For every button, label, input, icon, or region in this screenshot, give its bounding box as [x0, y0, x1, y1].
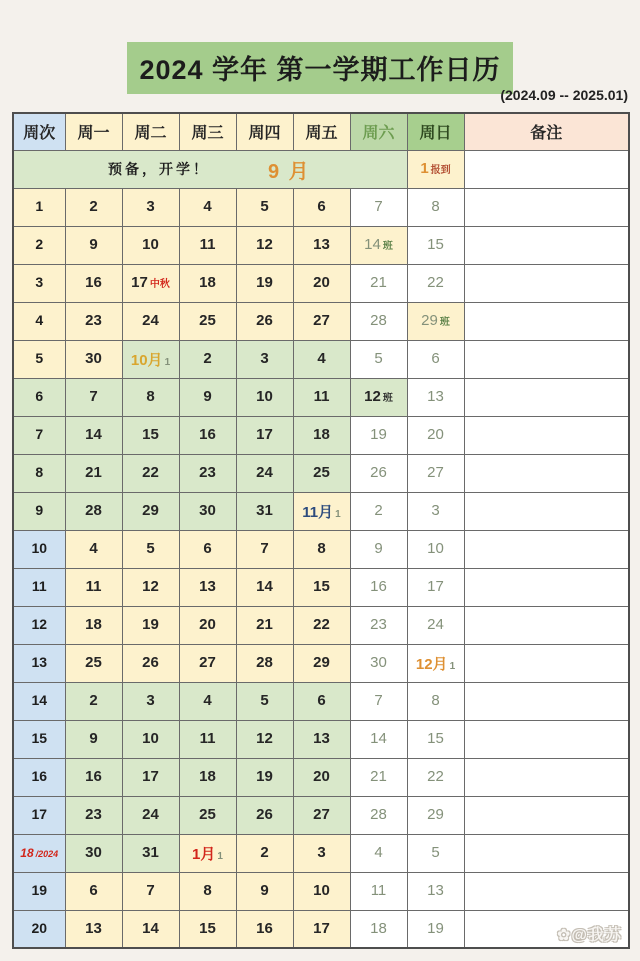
day-cell: 10 — [122, 226, 179, 264]
day-cell: 19 — [236, 758, 293, 796]
saturday-cell: 19 — [350, 416, 407, 454]
header-tue: 周二 — [122, 113, 179, 150]
saturday-cell: 7 — [350, 682, 407, 720]
day-cell: 3 — [122, 682, 179, 720]
day-cell: 24 — [122, 796, 179, 834]
day-cell: 3 — [236, 340, 293, 378]
day-cell: 4 — [65, 530, 122, 568]
day-cell: 14 — [65, 416, 122, 454]
week-number-cell: 17 — [13, 796, 65, 834]
day-cell: 20 — [179, 606, 236, 644]
day-cell: 6 — [179, 530, 236, 568]
sunday-cell: 29 班 — [407, 302, 464, 340]
week-row — [13, 264, 629, 302]
day-cell: 16 — [236, 910, 293, 948]
sunday-cell: 13 — [407, 872, 464, 910]
week-row — [13, 834, 629, 872]
day-cell: 9 — [65, 720, 122, 758]
day-cell: 3 — [122, 188, 179, 226]
saturday-cell: 26 — [350, 454, 407, 492]
day-cell: 10 — [293, 872, 350, 910]
day-cell: 15 — [293, 568, 350, 606]
note-cell — [464, 758, 629, 796]
week-number-cell: 3 — [13, 264, 65, 302]
week-row — [13, 340, 629, 378]
week-number-cell: 12 — [13, 606, 65, 644]
day-cell: 15 — [179, 910, 236, 948]
day-cell: 12 — [236, 226, 293, 264]
day-cell: 10 — [236, 378, 293, 416]
day-cell: 4 — [293, 340, 350, 378]
week-row — [13, 720, 629, 758]
sunday-cell: 22 — [407, 264, 464, 302]
day-cell: 29 — [293, 644, 350, 682]
week-row — [13, 796, 629, 834]
note-cell — [464, 188, 629, 226]
day-cell: 21 — [65, 454, 122, 492]
note-cell — [464, 492, 629, 530]
week-number-cell: 8 — [13, 454, 65, 492]
day-cell: 1月 1 — [179, 834, 236, 872]
watermark: ✿@我苏 — [556, 927, 622, 944]
day-cell: 30 — [65, 834, 122, 872]
note-cell — [464, 378, 629, 416]
day-cell: 27 — [179, 644, 236, 682]
day-cell: 26 — [236, 796, 293, 834]
saturday-cell: 2 — [350, 492, 407, 530]
week-number-cell: 16 — [13, 758, 65, 796]
calendar-table — [12, 112, 630, 949]
day-cell: 5 — [122, 530, 179, 568]
saturday-cell: 14 — [350, 720, 407, 758]
sunday-cell: 13 — [407, 378, 464, 416]
saturday-cell: 12 班 — [350, 378, 407, 416]
week-row — [13, 454, 629, 492]
note-cell — [464, 150, 629, 188]
week-row — [13, 302, 629, 340]
note-cell — [464, 720, 629, 758]
saturday-cell: 21 — [350, 758, 407, 796]
sunday-cell: 5 — [407, 834, 464, 872]
sunday-cell: 19 — [407, 910, 464, 948]
sunday-cell: 8 — [407, 188, 464, 226]
day-cell: 6 — [293, 188, 350, 226]
sunday-cell: 12月 1 — [407, 644, 464, 682]
week-number-cell: 20 — [13, 910, 65, 948]
day-cell: 6 — [65, 872, 122, 910]
sunday-cell: 15 — [407, 226, 464, 264]
saturday-cell: 5 — [350, 340, 407, 378]
day-cell: 17 — [236, 416, 293, 454]
week-number-cell: 5 — [13, 340, 65, 378]
day-cell: 31 — [236, 492, 293, 530]
day-cell: 25 — [179, 302, 236, 340]
week-row — [13, 416, 629, 454]
day-cell: 5 — [236, 188, 293, 226]
page-title: 2024 学年 第一学期工作日历 — [127, 42, 512, 94]
day-cell: 4 — [179, 682, 236, 720]
sunday-cell: 15 — [407, 720, 464, 758]
day-cell: 21 — [236, 606, 293, 644]
day-cell: 26 — [122, 644, 179, 682]
note-cell — [464, 530, 629, 568]
month-band — [13, 150, 407, 188]
day-cell: 27 — [293, 302, 350, 340]
day-cell: 11 — [179, 720, 236, 758]
week-number-cell: 14 — [13, 682, 65, 720]
day-cell: 18 — [179, 264, 236, 302]
day-cell: 20 — [293, 264, 350, 302]
week-row — [13, 758, 629, 796]
day-cell: 19 — [236, 264, 293, 302]
note-cell — [464, 302, 629, 340]
header-sun: 周日 — [407, 113, 464, 150]
sunday-cell: 24 — [407, 606, 464, 644]
day-cell: 20 — [293, 758, 350, 796]
day-cell: 6 — [293, 682, 350, 720]
week-number-cell: 1 — [13, 188, 65, 226]
day-cell: 11 — [179, 226, 236, 264]
sunday-cell: 3 — [407, 492, 464, 530]
day-cell: 16 — [65, 264, 122, 302]
day-cell: 31 — [122, 834, 179, 872]
day-cell: 12 — [236, 720, 293, 758]
header-thu: 周四 — [236, 113, 293, 150]
saturday-cell: 21 — [350, 264, 407, 302]
note-cell — [464, 644, 629, 682]
date-range: (2024.09 -- 2025.01) — [500, 87, 628, 103]
day-cell: 18 — [65, 606, 122, 644]
sunday-cell: 20 — [407, 416, 464, 454]
week-number-cell: 13 — [13, 644, 65, 682]
sunday-cell: 10 — [407, 530, 464, 568]
header-wed: 周三 — [179, 113, 236, 150]
day-cell: 2 — [65, 188, 122, 226]
week-number-cell: 10 — [13, 530, 65, 568]
sunday-cell: 22 — [407, 758, 464, 796]
saturday-cell: 18 — [350, 910, 407, 948]
week-number-cell: 11 — [13, 568, 65, 606]
week-number-cell: 9 — [13, 492, 65, 530]
day-cell: 7 — [65, 378, 122, 416]
day-cell: 22 — [293, 606, 350, 644]
day-cell: 17 — [293, 910, 350, 948]
day-cell: 11月 1 — [293, 492, 350, 530]
header-row — [13, 113, 629, 150]
week-number-cell: 18 /2024 — [13, 834, 65, 872]
day-cell: 10 — [122, 720, 179, 758]
note-cell — [464, 682, 629, 720]
day-cell: 8 — [122, 378, 179, 416]
saturday-cell: 23 — [350, 606, 407, 644]
day-cell: 25 — [293, 454, 350, 492]
week-number-cell: 19 — [13, 872, 65, 910]
saturday-cell: 30 — [350, 644, 407, 682]
day-cell: 26 — [236, 302, 293, 340]
day-cell: 11 — [65, 568, 122, 606]
day-cell: 4 — [179, 188, 236, 226]
day-cell: 17 中秋 — [122, 264, 179, 302]
day-cell: 13 — [293, 720, 350, 758]
saturday-cell: 11 — [350, 872, 407, 910]
day-cell: 23 — [179, 454, 236, 492]
saturday-cell: 14 班 — [350, 226, 407, 264]
note-cell — [464, 872, 629, 910]
month-band-month: 9 月 — [268, 160, 311, 183]
day-cell: 5 — [236, 682, 293, 720]
week-row — [13, 568, 629, 606]
day-cell: 18 — [293, 416, 350, 454]
day-cell: 25 — [65, 644, 122, 682]
week-row — [13, 226, 629, 264]
header-mon: 周一 — [65, 113, 122, 150]
day-cell: 2 — [65, 682, 122, 720]
saturday-cell: 28 — [350, 796, 407, 834]
note-cell — [464, 340, 629, 378]
day-cell: 3 — [293, 834, 350, 872]
day-cell: 9 — [65, 226, 122, 264]
month-band-row — [13, 150, 629, 188]
day-cell: 13 — [293, 226, 350, 264]
day-cell: 30 — [179, 492, 236, 530]
day-cell: 22 — [122, 454, 179, 492]
note-cell — [464, 226, 629, 264]
day-cell: 8 — [293, 530, 350, 568]
sunday-cell: 27 — [407, 454, 464, 492]
day-cell: 16 — [65, 758, 122, 796]
note-cell — [464, 454, 629, 492]
saturday-cell: 7 — [350, 188, 407, 226]
day-cell: 14 — [236, 568, 293, 606]
week-row — [13, 188, 629, 226]
day-cell: 30 — [65, 340, 122, 378]
day-cell: 8 — [179, 872, 236, 910]
day-cell: 28 — [65, 492, 122, 530]
week-row — [13, 530, 629, 568]
week-number-cell: 4 — [13, 302, 65, 340]
sunday-cell: 6 — [407, 340, 464, 378]
week-row — [13, 606, 629, 644]
day-cell: 13 — [65, 910, 122, 948]
day-cell: 23 — [65, 796, 122, 834]
note-cell — [464, 568, 629, 606]
sunday-cell: 17 — [407, 568, 464, 606]
day-cell: 7 — [236, 530, 293, 568]
week-row — [13, 492, 629, 530]
day-cell: 2 — [179, 340, 236, 378]
day-cell: 27 — [293, 796, 350, 834]
day-cell: 24 — [122, 302, 179, 340]
day-cell: 14 — [122, 910, 179, 948]
month-band-label: 预备，开学！ — [108, 161, 210, 177]
day-cell: 28 — [236, 644, 293, 682]
band-sunday-cell: 1 报到 — [407, 150, 464, 188]
sunday-cell: 8 — [407, 682, 464, 720]
day-cell: 9 — [179, 378, 236, 416]
day-cell: 12 — [122, 568, 179, 606]
week-row — [13, 682, 629, 720]
saturday-cell: 16 — [350, 568, 407, 606]
week-row — [13, 644, 629, 682]
header-notes: 备注 — [464, 113, 629, 150]
week-number-cell: 6 — [13, 378, 65, 416]
day-cell: 23 — [65, 302, 122, 340]
day-cell: 29 — [122, 492, 179, 530]
day-cell: 18 — [179, 758, 236, 796]
header-weekno: 周次 — [13, 113, 65, 150]
day-cell: 13 — [179, 568, 236, 606]
week-number-cell: 7 — [13, 416, 65, 454]
week-number-cell: 2 — [13, 226, 65, 264]
day-cell: 16 — [179, 416, 236, 454]
week-row — [13, 872, 629, 910]
day-cell: 17 — [122, 758, 179, 796]
saturday-cell: 28 — [350, 302, 407, 340]
day-cell: 24 — [236, 454, 293, 492]
sunday-cell: 29 — [407, 796, 464, 834]
day-cell: 10月 1 — [122, 340, 179, 378]
saturday-cell: 4 — [350, 834, 407, 872]
day-cell: 7 — [122, 872, 179, 910]
day-cell: 19 — [122, 606, 179, 644]
week-row — [13, 378, 629, 416]
note-cell — [464, 416, 629, 454]
day-cell: 2 — [236, 834, 293, 872]
day-cell: 9 — [236, 872, 293, 910]
week-number-cell: 15 — [13, 720, 65, 758]
note-cell — [464, 606, 629, 644]
day-cell: 11 — [293, 378, 350, 416]
note-cell — [464, 796, 629, 834]
day-cell: 15 — [122, 416, 179, 454]
saturday-cell: 9 — [350, 530, 407, 568]
day-cell: 25 — [179, 796, 236, 834]
note-cell — [464, 834, 629, 872]
note-cell — [464, 264, 629, 302]
header-fri: 周五 — [293, 113, 350, 150]
header-sat: 周六 — [350, 113, 407, 150]
